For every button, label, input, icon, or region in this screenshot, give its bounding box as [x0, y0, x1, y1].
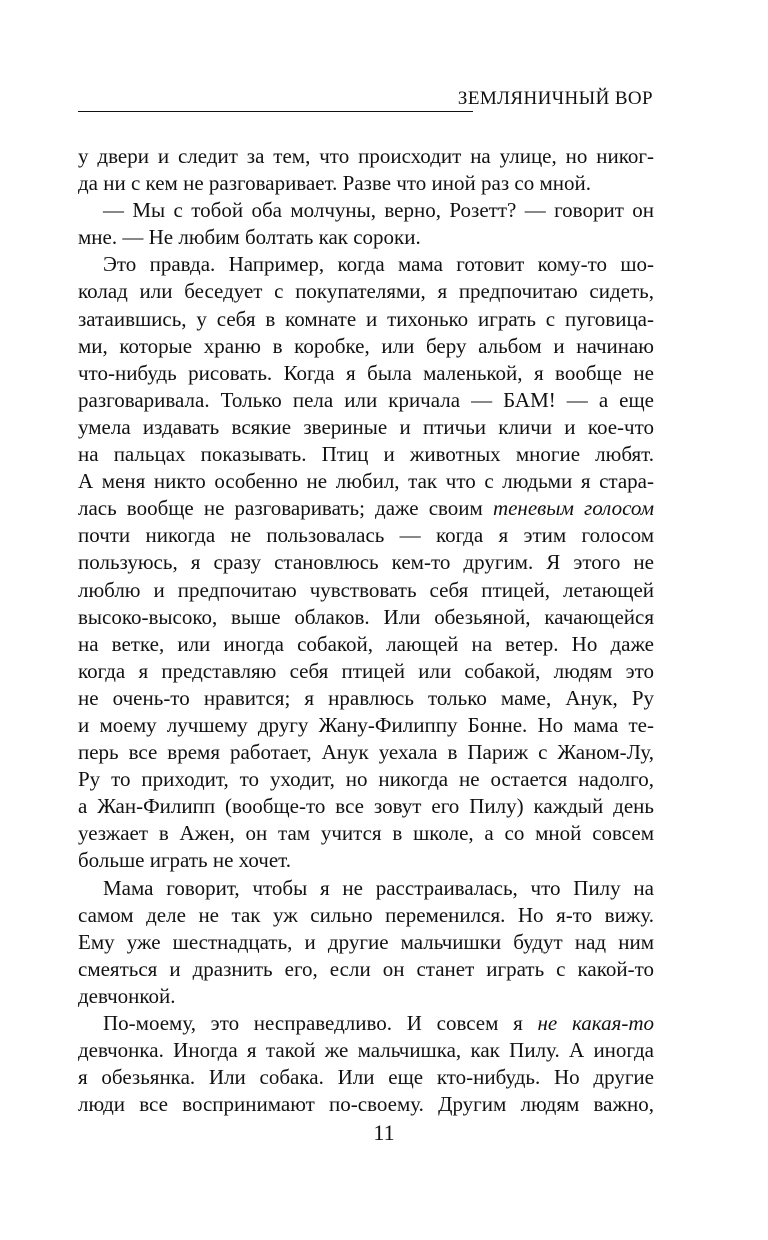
text-line — [78, 170, 654, 197]
text-line-content: мне. — Не любим болтать как сороки. — [78, 225, 421, 250]
text-line — [78, 197, 654, 224]
text-line-content: уезжает в Ажен, он там учится в школе, а со мной совсем — [78, 821, 654, 846]
italic-phrase: теневым голосом — [492, 496, 654, 521]
italic-phrase: не какая-то — [537, 1011, 654, 1035]
text-line — [78, 1037, 654, 1064]
text-line — [78, 685, 654, 712]
text-line-content: люди все воспринимают по-своему. Другим людям важно, — [78, 1092, 654, 1117]
text-line-content: девчонка. Иногда я такой же мальчишка, как Пилу. А иногда — [78, 1038, 654, 1063]
text-line-content: затаившись, у себя в комнате и тихонько играть с пуговица- — [78, 306, 654, 331]
text-line — [78, 441, 654, 468]
text-line-content: пользуюсь, я сразу становлюсь кем-то другим. Я этого не — [78, 550, 654, 575]
text-line — [78, 468, 654, 495]
text-line — [78, 604, 654, 631]
text-line-content: на ветке, или иногда собакой, лающей на ветер. Но даже — [78, 631, 654, 656]
text-line-content: почти никогда не пользовалась — когда я этим голосом — [78, 523, 654, 548]
text-line-content: Это правда. Например, когда мама готовит кому-то шо- — [103, 252, 654, 277]
text-line-content: Ему уже шестнадцать, и другие мальчишки будут над ним — [78, 929, 654, 954]
text-line — [78, 495, 654, 522]
text-line-content: ми, которые храню в коробке, или беру альбом и начинаю — [78, 333, 654, 358]
header-rule — [78, 111, 473, 112]
text-line-content: перь все время работает, Анук уехала в Париж с Жаном-Лу, — [78, 740, 654, 765]
text-line — [78, 820, 654, 847]
text-line — [78, 360, 654, 387]
text-line-content: а Жан-Филипп (вообще-то все зовут его Пилу) каждый день — [78, 794, 654, 819]
text-line-content: лась вообще не разговаривать; даже своим — [78, 496, 493, 521]
text-line-content: умела издавать всякие звериные и птичьи кличи и кое-что — [78, 414, 654, 439]
book-title: ЗЕМЛЯНИЧНЫЙ ВОР — [457, 88, 653, 109]
text-line — [78, 929, 654, 956]
text-line-content: не очень-то нравится; я нравлюсь только маме, Анук, Ру — [78, 685, 654, 710]
text-line — [78, 739, 654, 766]
text-line — [78, 1010, 654, 1037]
text-line — [78, 631, 654, 658]
text-line — [78, 333, 654, 360]
text-line-content: смеяться и дразнить его, если он станет играть с какой-то — [78, 956, 654, 981]
text-line — [78, 224, 654, 251]
text-line — [78, 1091, 654, 1118]
text-line-content: — Мы с тобой оба молчуны, верно, Розетт? — говорит он — [103, 198, 654, 223]
text-line-content: и моему лучшему другу Жану-Филиппу Бонне. Но мама те- — [78, 712, 654, 737]
text-line-content: высоко-высоко, выше облаков. Или обезьяной, качающейся — [78, 604, 654, 629]
text-line — [78, 577, 654, 604]
text-line — [78, 902, 654, 929]
text-line-content: Мама говорит, чтобы я не расстраивалась, что Пилу на — [103, 875, 654, 900]
text-line — [78, 793, 654, 820]
text-line — [78, 306, 654, 333]
text-line-content: у двери и следит за тем, что происходит на улице, но никог- — [78, 144, 654, 168]
text-line — [78, 522, 654, 549]
text-line-content: По-моему, это несправедливо. И совсем я — [103, 1011, 538, 1035]
text-line-content: больше играть не хочет. — [78, 848, 292, 873]
text-line — [78, 143, 654, 170]
text-line-content: на пальцах показывать. Птиц и животных многие любят. — [78, 442, 654, 467]
text-line-content: я обезьянка. Или собака. Или еще кто-нибудь. Но другие — [78, 1065, 654, 1090]
text-line-content: когда я представляю себя птицей или собакой, людям это — [78, 658, 654, 683]
text-line — [78, 847, 654, 874]
text-line-content: что-нибудь рисовать. Когда я была маленькой, я вообще не — [78, 360, 654, 385]
text-line-content: да ни с кем не разговаривает. Разве что иной раз со мной. — [78, 171, 591, 196]
body-text — [78, 143, 654, 1118]
text-line-content: Ру то приходит, то уходит, но никогда не остается надолго, — [78, 767, 654, 792]
text-line-content: разговаривала. Только пела или кричала — БАМ! — а еще — [78, 387, 654, 412]
text-line — [78, 251, 654, 278]
text-line — [78, 983, 654, 1010]
text-line-content: А меня никто особенно не любил, так что с людьми я стара- — [78, 469, 654, 494]
text-line — [78, 766, 654, 793]
text-line-content: люблю и предпочитаю чувствовать себя птицей, летающей — [78, 577, 654, 602]
text-line-content: самом деле не так уж сильно переменился. Но я-то вижу. — [78, 902, 654, 927]
text-line — [78, 387, 654, 414]
page-number: 11 — [373, 1120, 395, 1145]
text-line — [78, 1064, 654, 1091]
text-line-content: колад или беседует с покупателями, я предпочитаю сидеть, — [78, 279, 654, 304]
text-line — [78, 712, 654, 739]
text-line — [78, 414, 654, 441]
text-line — [78, 956, 654, 983]
text-line — [78, 875, 654, 902]
text-line — [78, 658, 654, 685]
text-line — [78, 549, 654, 576]
text-line-content: девчонкой. — [78, 983, 176, 1008]
text-line — [78, 278, 654, 305]
running-header — [78, 86, 653, 116]
